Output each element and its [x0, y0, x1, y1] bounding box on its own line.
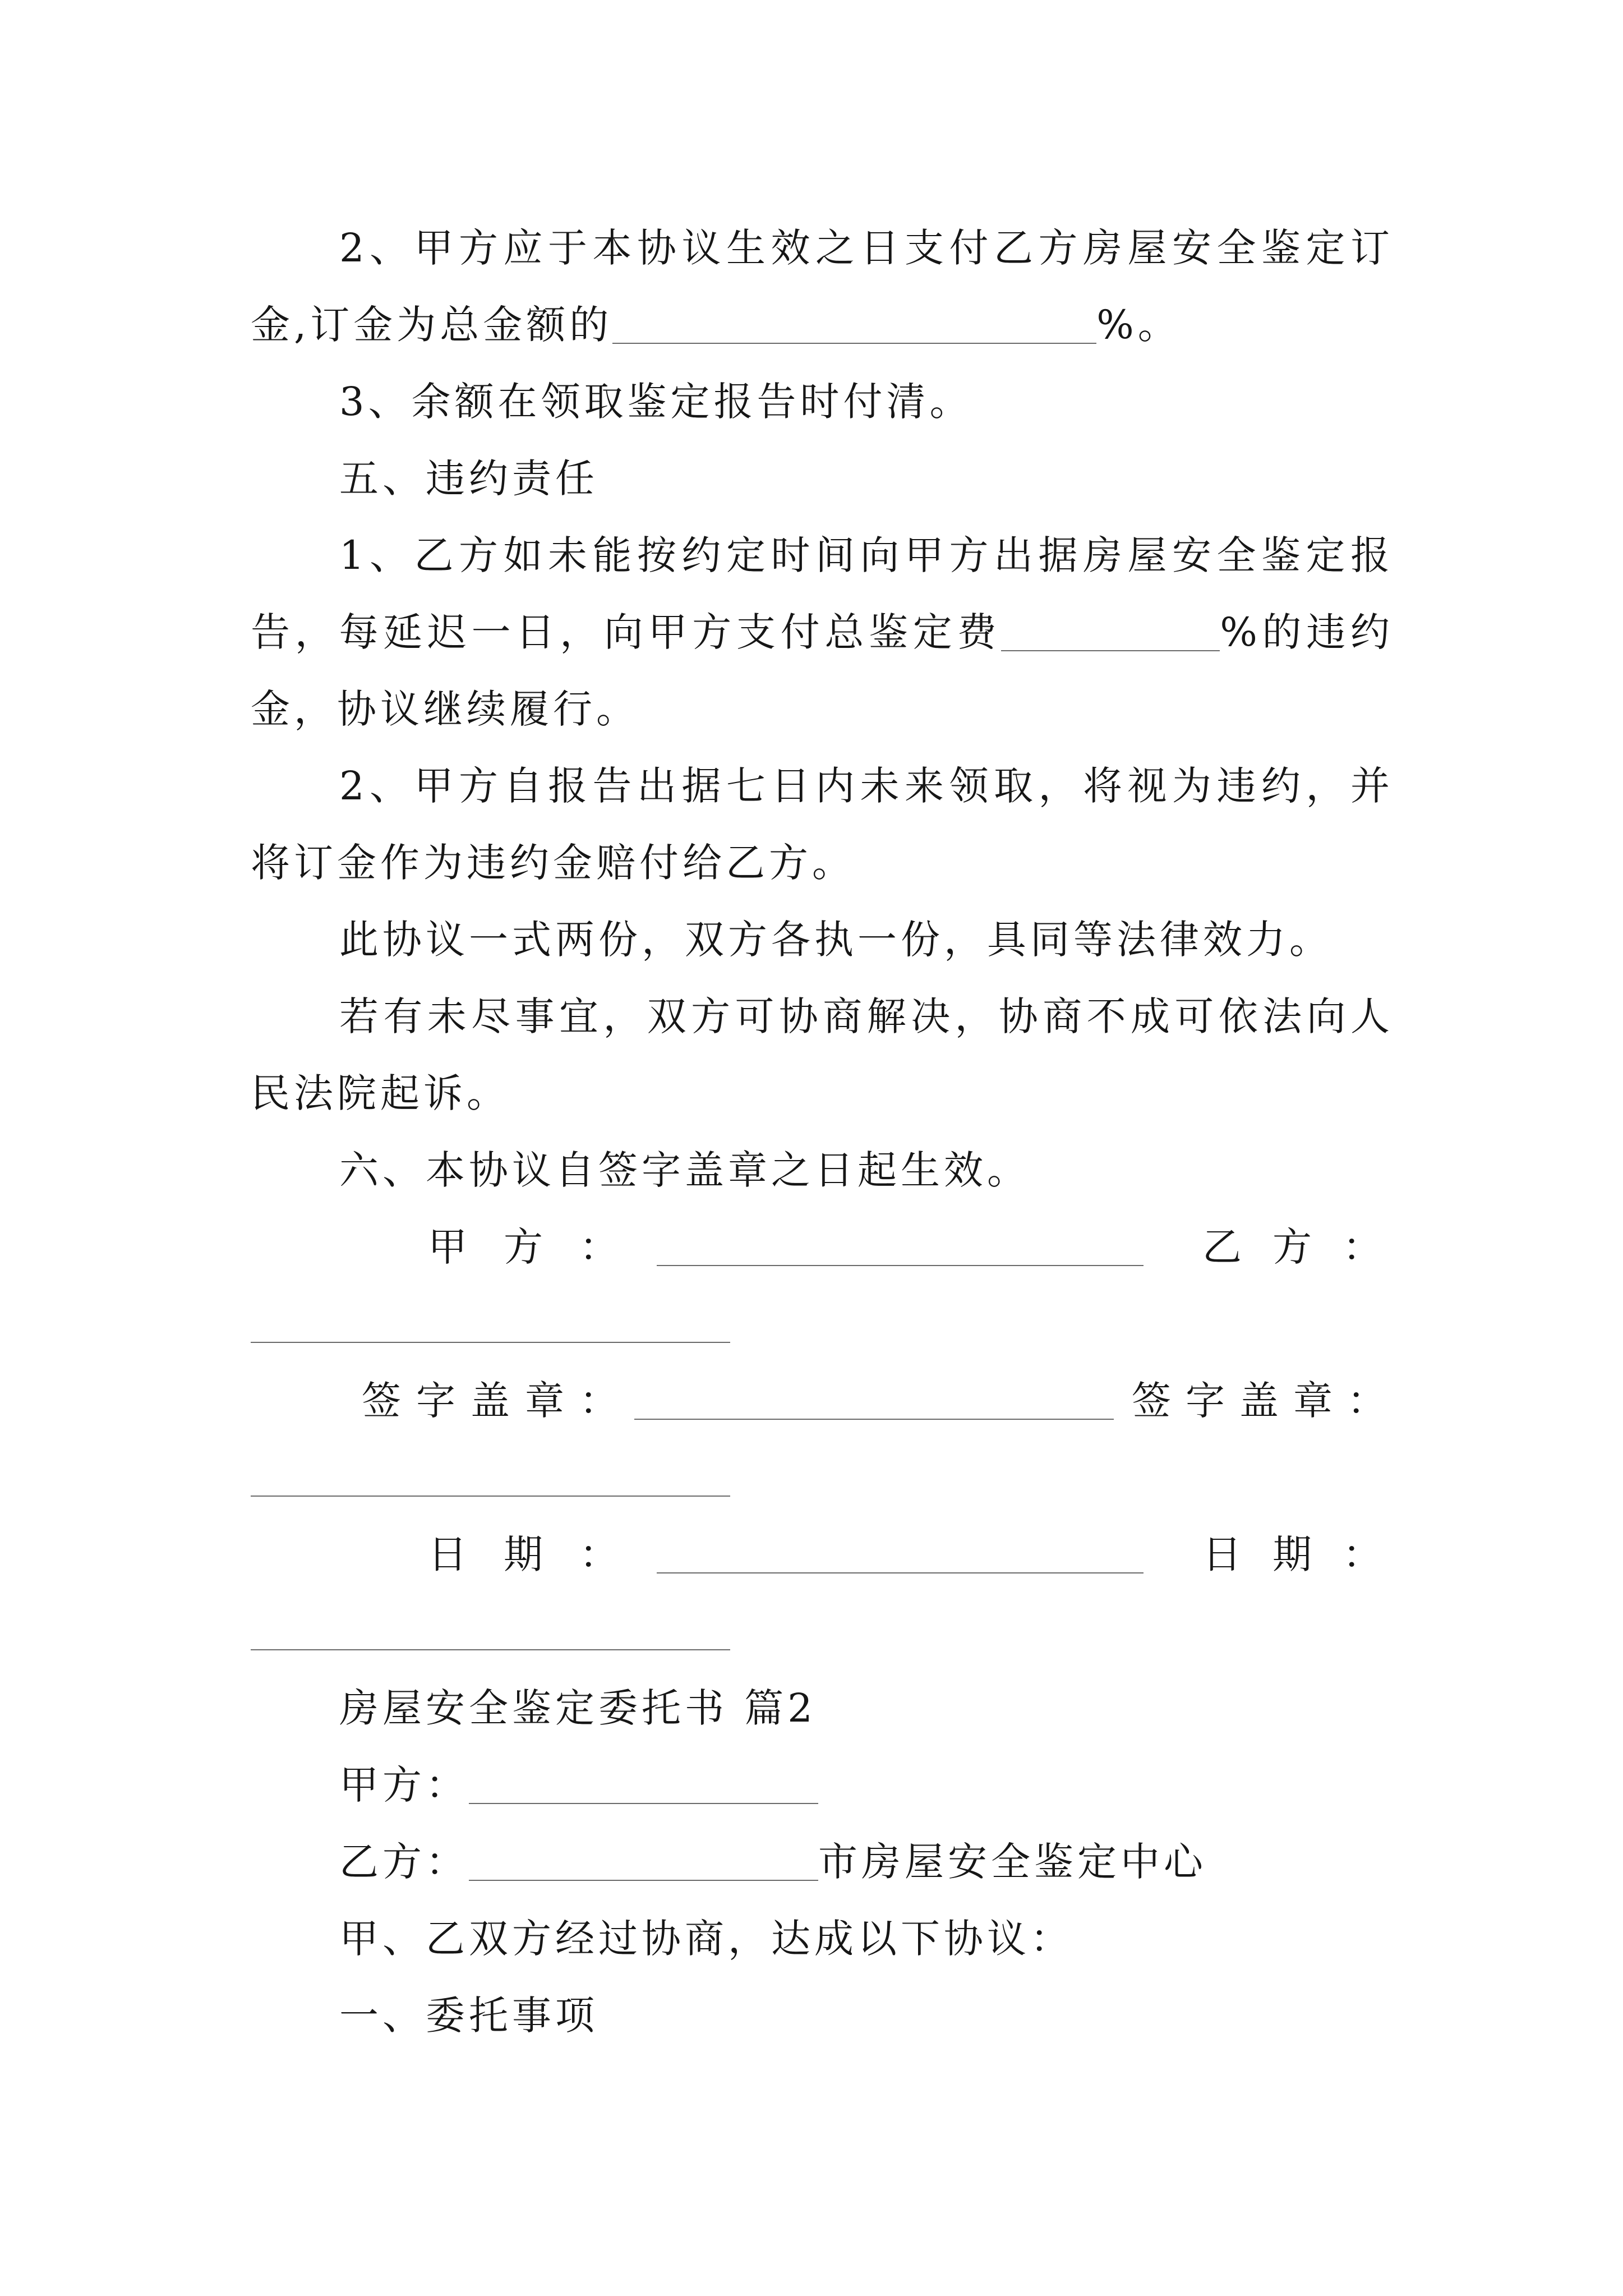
deposit-percent-suffix: %。	[1096, 302, 1181, 348]
breach-clause-1-line-2	[251, 594, 1394, 671]
document-2-intro: 甲、乙双方经过协商，达成以下协议：	[339, 1916, 1073, 1962]
party-b-blank	[251, 1342, 730, 1343]
dispute-clause-line-2: 民法院起诉。	[251, 1070, 510, 1116]
document-2-party-a-blank	[469, 1803, 818, 1804]
seal-b-blank	[251, 1496, 730, 1497]
date-a-blank	[657, 1572, 1144, 1573]
deposit-percent-blank	[612, 343, 1096, 344]
penalty-text: 告，每延迟一日，向甲方支付总鉴定费	[251, 609, 1002, 655]
effective-clause: 六、本协议自签字盖章之日起生效。	[339, 1147, 1030, 1193]
breach-clause-1-line-1: 1、乙方如未能按约定时间向甲方出据房屋安全鉴定报	[339, 532, 1394, 578]
signature-row-party	[251, 1209, 1413, 1286]
document-2-party-a-label: 甲方：	[339, 1762, 469, 1808]
document-2-party-b-blank	[469, 1880, 818, 1881]
document-2-title: 房屋安全鉴定委托书 篇2	[339, 1685, 817, 1731]
signature-row-date-continuation	[251, 1593, 1394, 1670]
payment-clause-2-line-2	[251, 287, 1394, 364]
penalty-percent-blank	[1001, 650, 1220, 651]
seal-a-label: 签字盖章：	[362, 1378, 634, 1424]
signature-row-seal-continuation	[251, 1439, 1394, 1516]
payment-clause-2-line-1: 2、甲方应于本协议生效之日支付乙方房屋安全鉴定订	[339, 225, 1394, 271]
signature-row-date	[251, 1516, 1413, 1593]
breach-clause-2-line-2: 将订金作为违约金赔付给乙方。	[251, 840, 855, 886]
document-2-party-b-label: 乙方：	[339, 1839, 469, 1885]
party-a-label: 甲方：	[428, 1224, 655, 1270]
signature-row-party-continuation	[251, 1286, 1394, 1363]
document-2-party-a	[251, 1747, 1394, 1824]
party-a-blank	[657, 1265, 1144, 1266]
breach-clause-1-line-3: 金，协议继续履行。	[251, 686, 639, 732]
breach-clause-2-line-1: 2、甲方自报告出据七日内未来领取，将视为违约，并	[339, 763, 1394, 809]
document-2-party-b-suffix: 市房屋安全鉴定中心	[818, 1839, 1207, 1885]
seal-a-blank	[634, 1419, 1114, 1420]
date-b-label: 日期：	[1202, 1531, 1413, 1577]
signature-row-seal	[251, 1363, 1401, 1439]
penalty-suffix: %的违约	[1220, 609, 1394, 655]
document-2-party-b	[251, 1824, 1394, 1901]
payment-clause-3: 3、余额在领取鉴定报告时付清。	[339, 379, 973, 425]
breach-heading: 五、违约责任	[339, 455, 598, 501]
seal-b-label: 签字盖章：	[1132, 1378, 1401, 1424]
deposit-percent-text: 金,订金为总金额的	[251, 302, 613, 348]
date-b-blank	[251, 1649, 730, 1650]
copies-clause: 此协议一式两份，双方各执一份，具同等法律效力。	[339, 917, 1332, 963]
date-a-label: 日期：	[428, 1531, 655, 1577]
party-b-label: 乙方：	[1202, 1224, 1413, 1270]
document-2-section-1-heading: 一、委托事项	[339, 1993, 598, 2039]
dispute-clause-line-1: 若有未尽事宜，双方可协商解决，协商不成可依法向人	[339, 993, 1394, 1039]
